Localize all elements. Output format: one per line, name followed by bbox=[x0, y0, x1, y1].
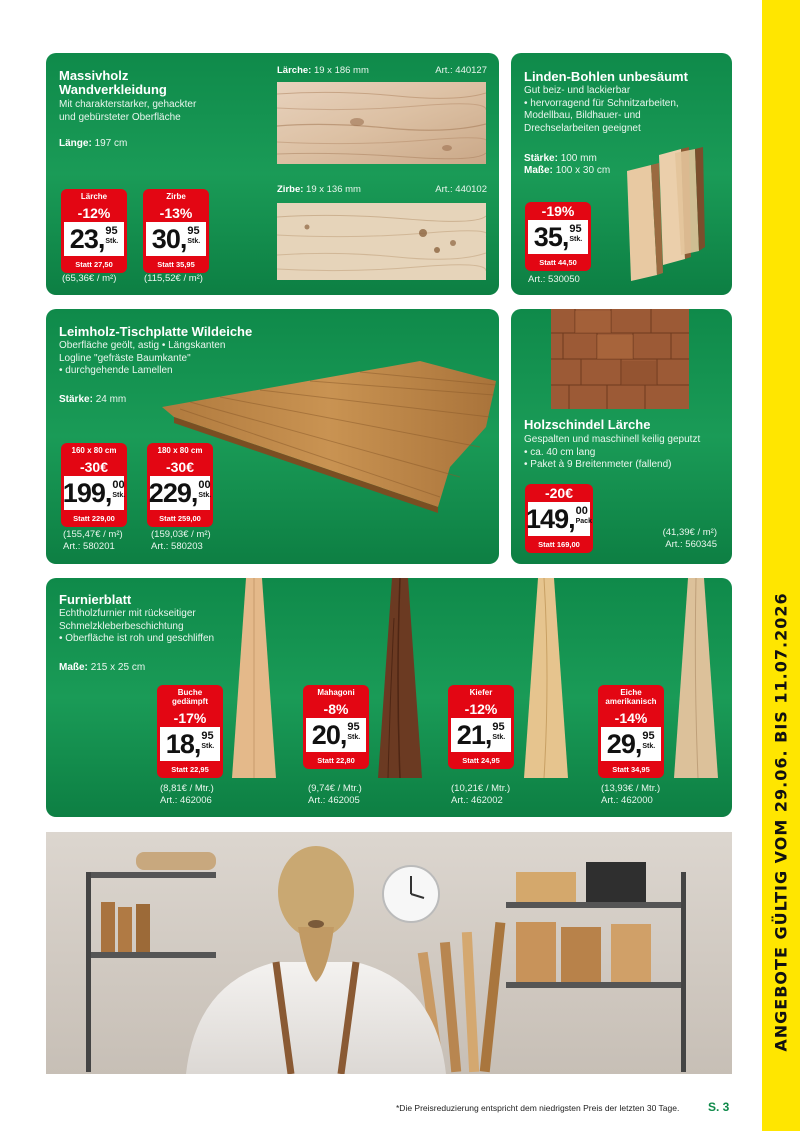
board-laerche-image bbox=[277, 82, 486, 164]
linden-title: Linden-Bohlen unbesäumt bbox=[524, 69, 688, 84]
leimholz-180-info: (159,03€ / m²) Art.: 580203 bbox=[151, 529, 211, 552]
price-tag-kiefer: Kiefer -12% 21 , 95 Stk. Statt 24,95 bbox=[448, 685, 514, 769]
footer-note: *Die Preisreduzierung entspricht dem niedrigsten Preis der letzten 30 Tage. bbox=[396, 1103, 680, 1113]
buche-info: (8,81€ / Mtr.) Art.: 462006 bbox=[160, 783, 214, 806]
panel-linden bbox=[511, 53, 732, 295]
page-number: S. 3 bbox=[708, 1100, 730, 1114]
furnier-masse: Maße: 215 x 25 cm bbox=[59, 662, 146, 673]
linden-art: Art.: 530050 bbox=[528, 274, 580, 285]
leimholz-160-info: (155,47€ / m²) Art.: 580201 bbox=[63, 529, 123, 552]
price-tag-linden: -19% 35 , 95 Stk. Statt 44,50 bbox=[525, 202, 591, 271]
panel-furnier bbox=[46, 578, 732, 817]
price-tag-zirbe: Zirbe -13% 30 , 95 Stk. Statt 35,95 bbox=[143, 189, 209, 273]
price-tag-laerche: Lärche -12% 23 , 95 Stk. Statt 27,50 bbox=[61, 189, 127, 273]
veneer-mahagoni-image bbox=[378, 578, 424, 778]
board-zirbe-image bbox=[277, 203, 486, 280]
leimholz-desc: Oberfläche geölt, astig • Längskanten Logline "gefräste Baumkante" • durchgehende Lamellen bbox=[59, 340, 226, 376]
massivholz-desc: Mit charakterstarker, gehackter und gebürsteter Oberfläche bbox=[59, 99, 197, 123]
holzschindel-title: Holzschindel Lärche bbox=[524, 417, 651, 432]
furnier-desc: Echtholzfurnier mit rückseitiger Schmelzkleberbeschichtung • Oberfläche ist roh und geschliffen bbox=[59, 608, 215, 644]
linden-masse: Maße: 100 x 30 cm bbox=[524, 165, 611, 176]
holzschindel-desc: Gespalten und maschinell keilig geputzt • ca. 40 cm lang • Paket à 9 Breitenmeter (fallend) bbox=[524, 434, 701, 470]
panel-massivholz bbox=[46, 53, 499, 295]
price-tag-leimholz-180: 180 x 80 cm -30€ 229 , 00 Stk. Statt 259,00 bbox=[147, 443, 213, 527]
board-laerche-caption: Lärche: 19 x 186 mm Art.: 440127 bbox=[277, 65, 487, 76]
price-tag-eiche: Eiche amerikanisch -14% 29 , 95 Stk. Statt 34,95 bbox=[598, 685, 664, 778]
unit-price-laerche: (65,36€ / m²) bbox=[62, 273, 117, 284]
price-tag-mahagoni: Mahagoni -8% 20 , 95 Stk. Statt 22,80 bbox=[303, 685, 369, 769]
price-tag-leimholz-160: 160 x 80 cm -30€ 199 , 00 Stk. Statt 229,00 bbox=[61, 443, 127, 527]
eiche-info: (13,93€ / Mtr.) Art.: 462000 bbox=[601, 783, 661, 806]
massivholz-laenge: Länge: 197 cm bbox=[59, 138, 128, 149]
kiefer-info: (10,21€ / Mtr.) Art.: 462002 bbox=[451, 783, 511, 806]
leimholz-title: Leimholz-Tischplatte Wildeiche bbox=[59, 324, 253, 339]
price-tag-holzschindel: -20€ 149 , 00 Pack Statt 169,00 bbox=[525, 484, 593, 553]
shingles-image bbox=[551, 309, 689, 409]
holzschindel-info: (41,39€ / m²) Art.: 560345 bbox=[662, 527, 717, 550]
veneer-buche-image bbox=[232, 578, 278, 778]
mahagoni-info: (9,74€ / Mtr.) Art.: 462005 bbox=[308, 783, 362, 806]
massivholz-title: Massivholz Wandverkleidung bbox=[59, 68, 167, 97]
board-zirbe-caption: Zirbe: 19 x 136 mm Art.: 440102 bbox=[277, 184, 487, 195]
panel-leimholz bbox=[46, 309, 499, 564]
price-tag-buche: Buche gedämpft -17% 18 , 95 Stk. Statt 22,95 bbox=[157, 685, 223, 778]
validity-text: ANGEBOTE GÜLTIG VOM 29.06. BIS 11.07.2026 bbox=[771, 592, 791, 1052]
veneer-kiefer-image bbox=[524, 578, 570, 778]
linden-desc: Gut beiz- und lackierbar • hervorragend für Schnitzarbeiten, Modellbau, Bildhauer- und Drechselarbeiten geeignet bbox=[524, 85, 679, 134]
linden-planks-image bbox=[619, 147, 709, 287]
unit-price-zirbe: (115,52€ / m²) bbox=[144, 273, 203, 284]
linden-staerke: Stärke: 100 mm bbox=[524, 153, 597, 164]
furnier-title: Furnierblatt bbox=[59, 592, 132, 607]
veneer-eiche-image bbox=[674, 578, 720, 778]
leimholz-staerke: Stärke: 24 mm bbox=[59, 394, 127, 405]
panel-holzschindel bbox=[511, 309, 732, 564]
workshop-photo bbox=[46, 832, 732, 1074]
